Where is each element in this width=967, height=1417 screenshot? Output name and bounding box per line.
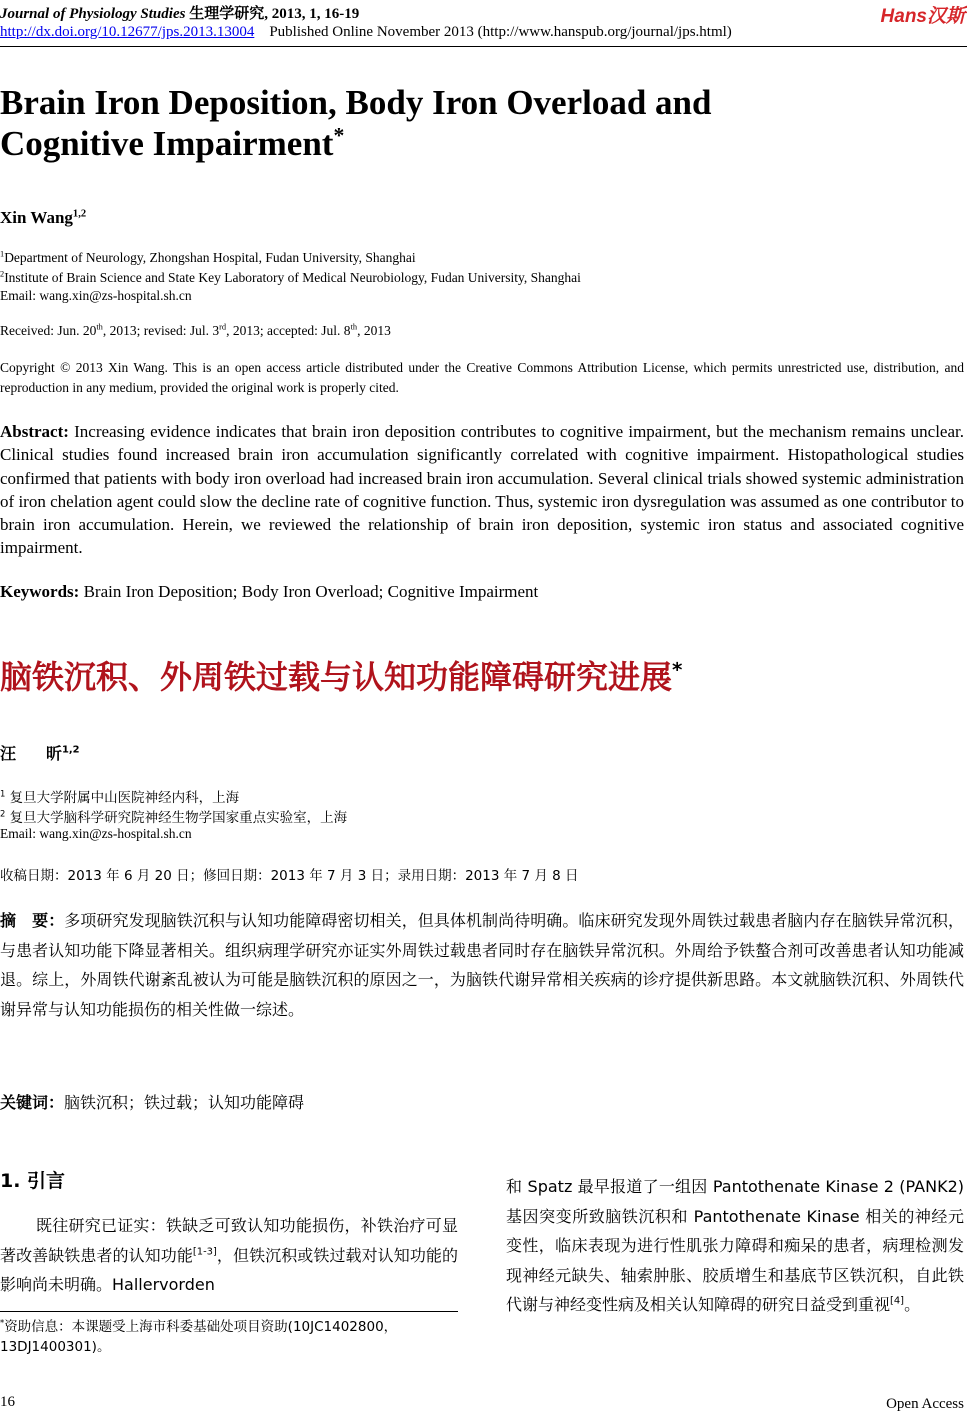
author-en-name: Xin Wang — [0, 208, 73, 227]
received-b: , 2013; revised: Jul. 3 — [102, 323, 220, 338]
journal-name: Journal of Physiology Studies — [0, 6, 186, 22]
author-cn-sup: 1,2 — [62, 744, 80, 756]
keywords-cn — [0, 1090, 304, 1113]
footnote-divider — [0, 1311, 458, 1312]
dates-cn: 收稿日期：2013 年 6 月 20 日；修回日期：2013 年 7 月 3 日；录用日期：2013 年 7 月 8 日 — [0, 868, 579, 884]
aff1-sup: 1 — [0, 249, 5, 259]
keywords-en-label: Keywords: — [0, 582, 80, 601]
abstract-cn — [0, 906, 964, 1024]
open-access-label: Open Access — [886, 1396, 964, 1412]
title-en-line2: Cognitive Impairment — [0, 124, 334, 163]
title-cn-text: 脑铁沉积、外周铁过载与认知功能障碍研究进展 — [0, 658, 673, 696]
left-col-text-a: 既往研究已证实：铁缺乏可致认知功能损伤，补铁治疗可显著改善缺铁患者的认知功能 — [0, 1216, 458, 1265]
received-a: Received: Jun. 20 — [0, 323, 97, 338]
abstract-cn-label: 摘 要： — [0, 911, 65, 930]
section-heading: 1. 引言 — [0, 1170, 66, 1192]
received-c: , 2013; accepted: Jul. 8 — [226, 323, 351, 338]
footnote-mark: * — [0, 1317, 5, 1328]
copyright-notice: Copyright © 2013 Xin Wang. This is an open access article distributed under the Creative Commons Attribution License, which permits unrestricted use, distribution, and reproduction in any medium, provided the original work is properly cited. — [0, 360, 964, 395]
body-left-column — [0, 1211, 458, 1300]
volume-info: , 2013, 1, 16-19 — [264, 6, 360, 22]
aff-cn-2-text: 复旦大学脑科学研究院神经生物学国家重点实验室，上海 — [9, 810, 348, 826]
published-info: Published Online November 2013 (http://www.hanspub.org/journal/jps.html) — [269, 24, 732, 40]
affiliation-cn-1 — [0, 786, 239, 806]
received-d: , 2013 — [357, 323, 391, 338]
left-col-text-b: ，但铁沉积或铁过载对认知功能的影响尚未明确。Hallervorden — [0, 1245, 458, 1294]
footnote-text: 资助信息：本课题受上海市科委基础处项目资助(10JC1402800，13DJ1400301)。 — [0, 1319, 398, 1355]
email-cn: Email: wang.xin@zs-hospital.sh.cn — [0, 826, 192, 841]
body-right-column — [506, 1172, 964, 1320]
sup-th-2: th — [350, 322, 358, 332]
article-title-cn — [0, 652, 682, 698]
aff-cn-1-text: 复旦大学附属中山医院神经内科，上海 — [9, 790, 240, 806]
abstract-en-label: Abstract: — [0, 422, 69, 441]
author-cn — [0, 741, 80, 764]
citation-1-3[interactable]: [1-3] — [192, 1246, 217, 1258]
author-en — [0, 208, 86, 228]
publisher-logo: Hans汉斯 — [880, 6, 965, 27]
affiliation-en-1 — [0, 250, 416, 266]
abstract-en — [0, 420, 964, 560]
title-en-line1: Brain Iron Deposition, Body Iron Overload and — [0, 83, 712, 122]
journal-name-cn: 生理学研究 — [189, 4, 265, 22]
author-cn-given: 昕 — [46, 744, 63, 763]
footnote — [0, 1317, 458, 1357]
right-col-text-a: 和 Spatz 最早报道了一组因 Pantothenate Kinase 2 (PANK2)基因突变所致脑铁沉积和 Pantothenate Kinase 相关的神经元变性，临床表现为进行性肌张力障碍和痴呆的患者，病理检测发现神经元缺失、轴索肿胀、胶质增生和基底节区铁沉积，自此铁代谢与神经变性病及相关认知障碍的研究日益受到重视 — [506, 1177, 964, 1314]
sup-th-1: th — [96, 322, 103, 332]
affiliation-cn-2 — [0, 806, 347, 826]
title-en-mark: * — [333, 123, 345, 148]
page-number: 16 — [0, 1394, 15, 1410]
email-en: Email: wang.xin@zs-hospital.sh.cn — [0, 288, 192, 303]
keywords-cn-text: 脑铁沉积；铁过载；认知功能障碍 — [64, 1093, 305, 1112]
aff-cn-1-sup: 1 — [0, 788, 6, 799]
doi-link[interactable]: http://dx.doi.org/10.12677/jps.2013.13004 — [0, 24, 255, 40]
author-en-sup: 1,2 — [72, 208, 87, 220]
article-title-en — [0, 82, 900, 164]
affiliation-en-2 — [0, 270, 581, 286]
header-url-line — [0, 24, 732, 41]
aff1-text: Department of Neurology, Zhongshan Hospital, Fudan University, Shanghai — [4, 250, 416, 265]
title-cn-mark: * — [672, 658, 683, 682]
journal-header — [0, 2, 359, 23]
citation-4[interactable]: [4] — [890, 1295, 905, 1307]
aff2-text: Institute of Brain Science and State Key Laboratory of Medical Neurobiology, Fudan University, Shanghai — [4, 270, 581, 285]
right-col-text-b: 。 — [904, 1295, 921, 1314]
aff2-sup: 2 — [0, 269, 5, 279]
sup-rd: rd — [219, 322, 227, 332]
keywords-en — [0, 580, 964, 603]
header-divider — [0, 46, 967, 47]
abstract-en-text: Increasing evidence indicates that brain iron deposition contributes to cognitive impairment, but the mechanism remains unclear. Clinical studies found increased brain iron accumulation significantly correlated with cognitive impairment. Histopathological studies confirmed that patients with body iron overload had increased brain iron accumulation. Several clinical trials showed systemic administration of iron chelation agent could slow the decline rate of cognitive function. Thus, systemic iron dysregulation was assumed as one contributor to brain iron accumulation. Herein, we reviewed the relationship of brain iron deposition, systemic iron status and associated cognitive impairment. — [0, 422, 964, 558]
aff-cn-2-sup: 2 — [0, 808, 6, 819]
keywords-cn-label: 关键词： — [0, 1093, 65, 1112]
keywords-en-text: Brain Iron Deposition; Body Iron Overload; Cognitive Impairment — [83, 582, 539, 601]
abstract-cn-text: 多项研究发现脑铁沉积与认知功能障碍密切相关，但具体机制尚待明确。临床研究发现外周铁过载患者脑内存在脑铁异常沉积，与患者认知功能下降显著相关。组织病理学研究亦证实外周铁过载患者同时存在脑铁异常沉积。外周给予铁螯合剂可改善患者认知功能减退。综上，外周铁代谢紊乱被认为可能是脑铁沉积的原因之一，为脑铁代谢异常相关疾病的诊疗提供新思路。本文就脑铁沉积、外周铁代谢异常与认知功能损伤的相关性做一综述。 — [0, 911, 964, 1019]
received-dates-en — [0, 323, 391, 339]
author-cn-surname: 汪 — [0, 744, 17, 763]
